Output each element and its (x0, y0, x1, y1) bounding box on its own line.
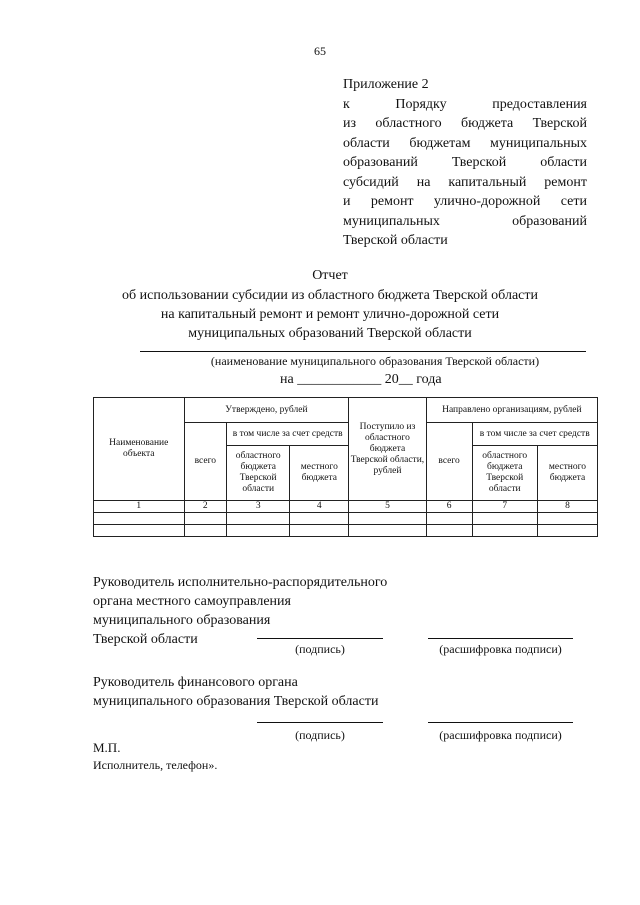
report-title: Отчет (312, 268, 348, 283)
header-directed-total: всего (426, 423, 472, 501)
head-executive-line: муниципального образования (93, 613, 271, 628)
report-table (93, 397, 598, 537)
table-cell (537, 525, 597, 537)
signature-caption: (подпись) (295, 642, 345, 656)
header-approved: Утверждено, рублей (184, 398, 349, 423)
date-suffix: года (416, 372, 442, 387)
header-directed-local: местного бюджета (537, 446, 597, 501)
head-executive-line: Руководитель исполнительно-распорядительного (93, 575, 388, 590)
report-subtitle-line: на капитальный ремонт и ремонт улично-дорожной сети (160, 307, 500, 322)
report-subtitle-line: муниципальных образований Тверской области (188, 326, 472, 341)
date-prefix: на (280, 372, 294, 387)
appendix-line: Приложение 2 (343, 77, 429, 92)
appendix-block (343, 75, 587, 251)
column-number-row (94, 501, 598, 513)
table-cell (227, 525, 290, 537)
appendix-line: к Порядку предоставления (343, 96, 587, 112)
date-year: 20__ (384, 372, 413, 387)
signature-line (257, 722, 383, 723)
table-cell (472, 513, 537, 525)
header-approved-regional: областного бюджета Тверской области (227, 446, 290, 501)
decode-caption: (расшифровка подписи) (439, 728, 562, 742)
municipality-caption: (наименование муниципального образования Тверской области) (210, 354, 540, 368)
table-cell (227, 513, 290, 525)
decode-caption: (расшифровка подписи) (439, 642, 562, 656)
header-approved-including: в том числе за счет средств (227, 423, 349, 446)
table-cell (290, 513, 349, 525)
head-finance-block (93, 673, 378, 711)
table-cell (472, 525, 537, 537)
date-blank: ____________ (297, 372, 382, 387)
municipality-name-line (140, 351, 586, 352)
report-date-line (280, 372, 442, 388)
table-cell (94, 513, 185, 525)
signature-caption: (подпись) (295, 728, 345, 742)
appendix-line: муниципальных образований (343, 213, 587, 229)
table-cell (426, 525, 472, 537)
appendix-line: области бюджетам муниципальных (343, 135, 587, 151)
head-finance-line: Руководитель финансового органа (93, 675, 298, 690)
table-cell (184, 525, 227, 537)
header-approved-local: местного бюджета (290, 446, 349, 501)
column-number: 1 (94, 501, 185, 513)
seal-label: М.П. (93, 740, 121, 755)
header-received: Поступило из областного бюджета Тверской области, рублей (349, 398, 426, 501)
decode-line (428, 638, 573, 639)
table-row (94, 525, 598, 537)
table-cell (290, 525, 349, 537)
table-cell (184, 513, 227, 525)
column-number: 7 (472, 501, 537, 513)
table-cell (349, 513, 426, 525)
head-finance-line: муниципального образования Тверской области (93, 694, 379, 709)
header-directed-including: в том числе за счет средств (472, 423, 598, 446)
appendix-line: Тверской области (343, 233, 448, 248)
column-number: 2 (184, 501, 227, 513)
table-cell (426, 513, 472, 525)
column-number: 4 (290, 501, 349, 513)
page-number: 65 (314, 44, 326, 58)
head-executive-line: органа местного самоуправления (93, 594, 291, 609)
header-approved-total: всего (184, 423, 227, 501)
signature-line (257, 638, 383, 639)
report-subtitle-line: об использовании субсидии из областного бюджета Тверской области (122, 288, 538, 303)
column-number: 6 (426, 501, 472, 513)
head-executive-line: Тверской области (93, 632, 198, 647)
executor-phone-label: Исполнитель, телефон». (93, 758, 218, 772)
header-directed: Направлено организациям, рублей (426, 398, 597, 423)
column-number: 3 (227, 501, 290, 513)
appendix-line: из областного бюджета Тверской (343, 116, 587, 131)
table-cell (349, 525, 426, 537)
column-number: 8 (537, 501, 597, 513)
table-cell (94, 525, 185, 537)
appendix-line: и ремонт улично-дорожной сети (343, 194, 587, 209)
column-number: 5 (349, 501, 426, 513)
table-cell (537, 513, 597, 525)
appendix-line: образований Тверской области (343, 155, 587, 170)
table-row (94, 513, 598, 525)
header-directed-regional: областного бюджета Тверской области (472, 446, 537, 501)
header-object-name: Наименование объекта (94, 398, 185, 501)
appendix-line: субсидий на капитальный ремонт (343, 174, 587, 190)
decode-line (428, 722, 573, 723)
